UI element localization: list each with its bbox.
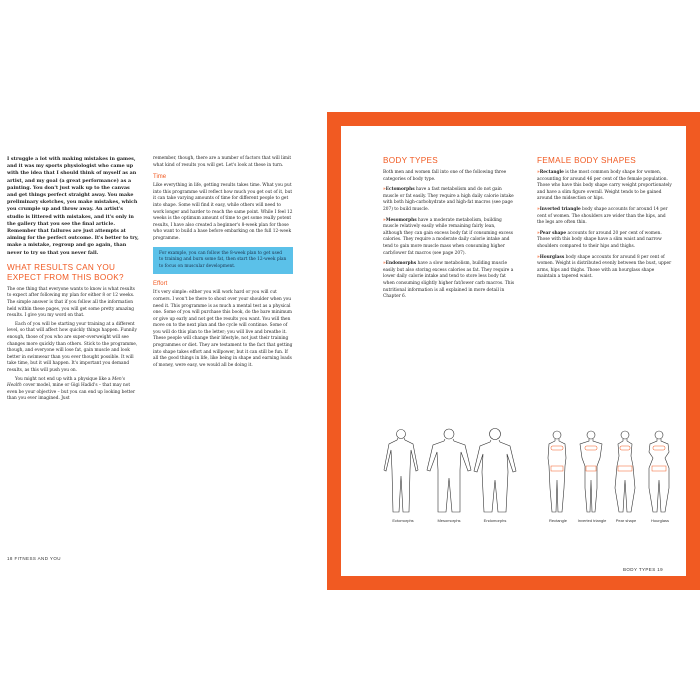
inverted-triangle-entry: »Inverted triangle body shape accounts for around 14 per cent of women. The shoulders are wider than the hips, and the legs are often thin. — [537, 206, 668, 226]
results-paragraph-1: The one thing that everyone wants to know is what results to expect after following my plan for either 8 or 12 weeks. The simple answer is that if you follow all the information held within these pages, you will get some pretty amazing results. I give you my word on that. — [7, 286, 135, 319]
caption-inverted-triangle: Inverted triangle — [577, 518, 607, 523]
caption-hourglass: Hourglass — [650, 518, 669, 523]
intro-paragraph: I struggle a lot with making mistakes in games, and it was my sports physiologist who came up with the idea that I should think of myself as an artist, and my goal (a great performance) as a painting. You don't just walk up to the canvas and get things perfect straight away. You make preliminary sketches, you make mistakes, which you crumple up and throw away. An artist's studio is littered with mistakes, and it's only in the gallery that you see the final article. Remember that failures are just attempts at aiming for the perfect outcome. It's better to try, make a mistake, regroup and go again, than never to try so that you never fall. — [7, 156, 139, 256]
time-heading: Time — [153, 174, 167, 181]
inverted-triangle-figure — [580, 431, 602, 512]
caption-pear-shape: Pear shape — [615, 518, 637, 523]
arrow-icon: » — [537, 254, 540, 260]
mesomorph-figure — [427, 429, 471, 512]
hourglass-entry: »Hourglass body shape accounts for around 8 per cent of women. Weight is distributed evenly between the bust, upper arms, hips and thighs. Those with an hourglass shape maintain a tapered waist. — [537, 254, 672, 280]
female-shapes-column — [537, 156, 673, 283]
endomorph-entry: »Endomorphs have a slow metabolism, building muscle easily but also storing excess calories as fat. They require a lower daily calorie intake and tend to store less body fat when consuming slightly higher fat/lower carb macros. This nutritional information is all explained in more detail in Chapter 6. — [383, 261, 515, 300]
mens-health-title: Men's Health — [7, 376, 126, 389]
results-paragraph-2: Each of you will be starting your training at a different level, so that will affect how quickly things happen. Funnily enough, those of you who are super-overweight will see changes more quickly than others. Stick to the programme, though, and everyone will lose fat, gain muscle and look better in swimwear than you ever thought possible. It will take time, but it will happen. It's important you demand results, as this will push you on. — [7, 321, 138, 373]
right-page-content — [341, 126, 686, 576]
left-column-1 — [7, 156, 140, 405]
pear-figure — [615, 431, 635, 512]
pear-entry: »Pear shape accounts for around 20 per cent of women. Those with this body shape have a slim waist and narrow shoulders compared to their hips and thighs. — [537, 230, 662, 249]
arrow-icon: » — [537, 206, 540, 212]
results-heading: WHAT RESULTS CAN YOU EXPECT FROM THIS BOOK? — [7, 262, 124, 282]
caption-rectangle: Rectangle — [548, 518, 567, 523]
left-page — [0, 112, 318, 590]
hourglass-figure — [649, 431, 669, 512]
right-page — [327, 112, 700, 590]
mesomorph-entry: »Mesomorphs have a moderate metabolism, building muscle relatively easily while remaining fairly lean, although they can gain excess body fat if consuming excess calories. They require a moderate daily calorie intake and tend to gain more muscle mass when consuming higher carb/lower fat macros (see page 207). — [383, 217, 513, 256]
arrow-icon: » — [383, 187, 386, 193]
caption-mesomorphs: Mesomorphs — [437, 518, 461, 523]
ectomorph-figure — [384, 430, 418, 513]
rectangle-entry: »Rectangle is the most common body shape for women, accounting for around 46 per cent of the female population. Those who have this body shape carry weight proportionately and have a slim figure overall. Weight tends to be gained around the midsection or hips. — [537, 170, 672, 202]
arrow-icon: » — [383, 217, 386, 223]
female-body-shapes-illustration — [541, 428, 681, 516]
body-types-intro: Both men and women fall into one of the following three categories of body type. — [383, 170, 507, 182]
arrow-icon: » — [537, 170, 540, 175]
arrow-icon: » — [537, 230, 540, 236]
ectomorph-entry: »Ectomorphs have a fast metabolism and do not gain muscle or fat easily. They require a high daily calorie intake with both high-carbohydrate and high-fat macros (see page 207) to build muscle. — [383, 187, 514, 212]
male-body-types-illustration — [381, 426, 521, 516]
results-paragraph-3: You might not end up with a physique like a Men's Health cover model, mine or Gigi Hadid's – that may not even be your objective – but you can end up looking better than you ever imagined. Just — [7, 376, 136, 402]
female-shapes-heading: FEMALE BODY SHAPES — [537, 156, 636, 165]
factors-paragraph: remember, though, there are a number of factors that will limit what kind of results you will get. Let's look at these in turn. — [153, 156, 292, 168]
rectangle-figure — [548, 431, 566, 512]
effort-heading: Effort — [153, 281, 168, 288]
body-types-heading: BODY TYPES — [383, 156, 439, 165]
right-footer: BODY TYPES 19 — [623, 567, 664, 572]
caption-endomorphs: Endomorphs — [483, 518, 507, 523]
effort-paragraph: It's very simple: either you will work hard or you will cut corners. I won't be there to shout over your shoulder when you need it. This programme is as much a mental test as a physical one. Some of you will purchase this book, do the bare minimum or give up early and not get the results you want. You will then move on to the next plan and the cycle will continue. Some of you will do this plan to the letter; you will live and breathe it. These people will change their lifestyle, not just their training programmes or diet. They are testament to the fact that getting into shape takes effort and willpower, but it can still be fun. If all the good things in life, like being in shape and earning loads of money, were easy, we would all be doing it. — [153, 290, 293, 368]
caption-ectomorphs: Ectomorphs — [392, 518, 414, 523]
time-paragraph: Like everything in life, getting results takes time. What you put into this programme will reflect how much you get out of it, but it can take varying amounts of time for different people to get into shape. Some will find it easy, while others will need to work longer and harder to reach the same point. While I feel 12 weeks is the optimum amount of time to get some really potent results, I have also created a beginner's 8-week plan for those who want to build a base before embarking on the full 12-week programme. — [153, 183, 293, 241]
endomorph-figure — [474, 429, 516, 513]
callout-box: For example, you can follow the 8-week plan to get used to training and burn some fat, then start the 12-week plan to focus on muscular development. — [153, 247, 293, 275]
arrow-icon: » — [383, 261, 386, 267]
left-footer: 18 FITNESS AND YOU — [7, 556, 61, 561]
left-column-2 — [153, 156, 293, 371]
body-types-column — [383, 156, 515, 303]
